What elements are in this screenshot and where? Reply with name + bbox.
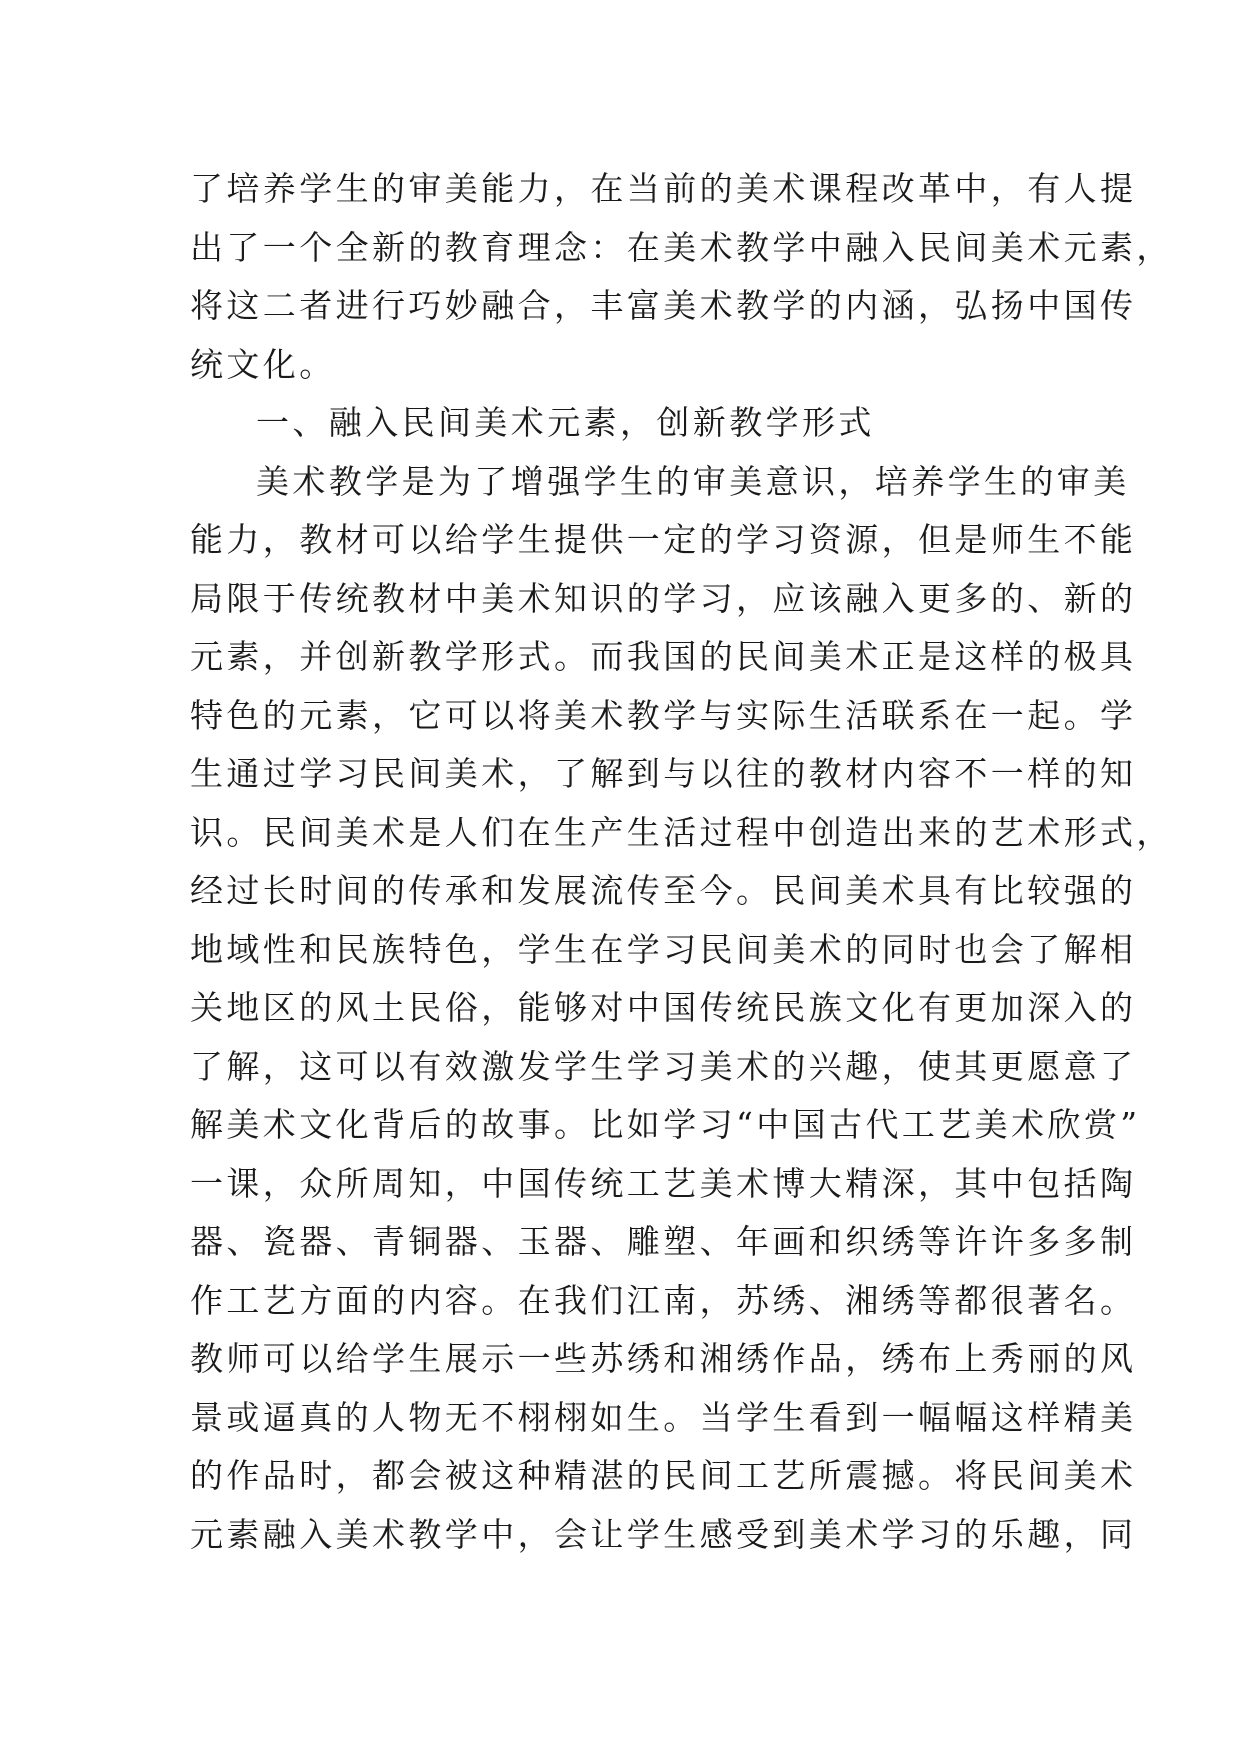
text-line: 作工艺方面的内容。在我们江南，苏绣、湘绣等都很著名。 bbox=[190, 1280, 1137, 1320]
text-line: 元素融入美术教学中，会让学生感受到美术学习的乐趣，同 bbox=[190, 1514, 1137, 1554]
text-line: 解美术文化背后的故事。比如学习“中国古代工艺美术欣赏” bbox=[190, 1105, 1141, 1144]
text-line: 元素，并创新教学形式。而我国的民间美术正是这样的极具 bbox=[190, 637, 1137, 676]
text-line: 教师可以给学生展示一些苏绣和湘绣作品，绣布上秀丽的风 bbox=[190, 1339, 1137, 1378]
section-heading: 一、融入民间美术元素，创新教学形式 bbox=[256, 403, 875, 442]
text-line: 一课，众所周知，中国传统工艺美术博大精深，其中包括陶 bbox=[190, 1163, 1137, 1203]
text-line: 关地区的风土民俗，能够对中国传统民族文化有更加深入的 bbox=[190, 988, 1137, 1027]
text-line: 特色的元素，它可以将美术教学与实际生活联系在一起。学 bbox=[190, 695, 1137, 735]
text-line: 美术教学是为了增强学生的审美意识，培养学生的审美 bbox=[256, 461, 1130, 501]
text-line: 统文化。 bbox=[190, 344, 336, 384]
text-line: 景或逼真的人物无不栩栩如生。当学生看到一幅幅这样精美 bbox=[190, 1397, 1137, 1437]
text-line: 识。民间美术是人们在生产生活过程中创造出来的艺术形式， bbox=[190, 812, 1173, 852]
text-line: 生通过学习民间美术，了解到与以往的教材内容不一样的知 bbox=[190, 754, 1137, 793]
text-line: 器、瓷器、青铜器、玉器、雕塑、年画和织绣等许许多多制 bbox=[190, 1222, 1137, 1261]
text-line: 的作品时，都会被这种精湛的民间工艺所震撼。将民间美术 bbox=[190, 1456, 1137, 1495]
text-line: 了解，这可以有效激发学生学习美术的兴趣，使其更愿意了 bbox=[190, 1046, 1137, 1086]
text-line: 将这二者进行巧妙融合，丰富美术教学的内涵，弘扬中国传 bbox=[190, 286, 1137, 325]
body-text bbox=[190, 160, 1173, 1564]
text-line: 地域性和民族特色，学生在学习民间美术的同时也会了解相 bbox=[190, 929, 1137, 969]
text-line: 能力，教材可以给学生提供一定的学习资源，但是师生不能 bbox=[190, 520, 1137, 559]
text-line: 出了一个全新的教育理念：在美术教学中融入民间美术元素， bbox=[190, 227, 1173, 267]
text-line: 经过长时间的传承和发展流传至今。民间美术具有比较强的 bbox=[190, 871, 1137, 910]
text-line: 局限于传统教材中美术知识的学习，应该融入更多的、新的 bbox=[190, 578, 1137, 618]
text-line: 了培养学生的审美能力，在当前的美术课程改革中，有人提 bbox=[190, 169, 1137, 208]
